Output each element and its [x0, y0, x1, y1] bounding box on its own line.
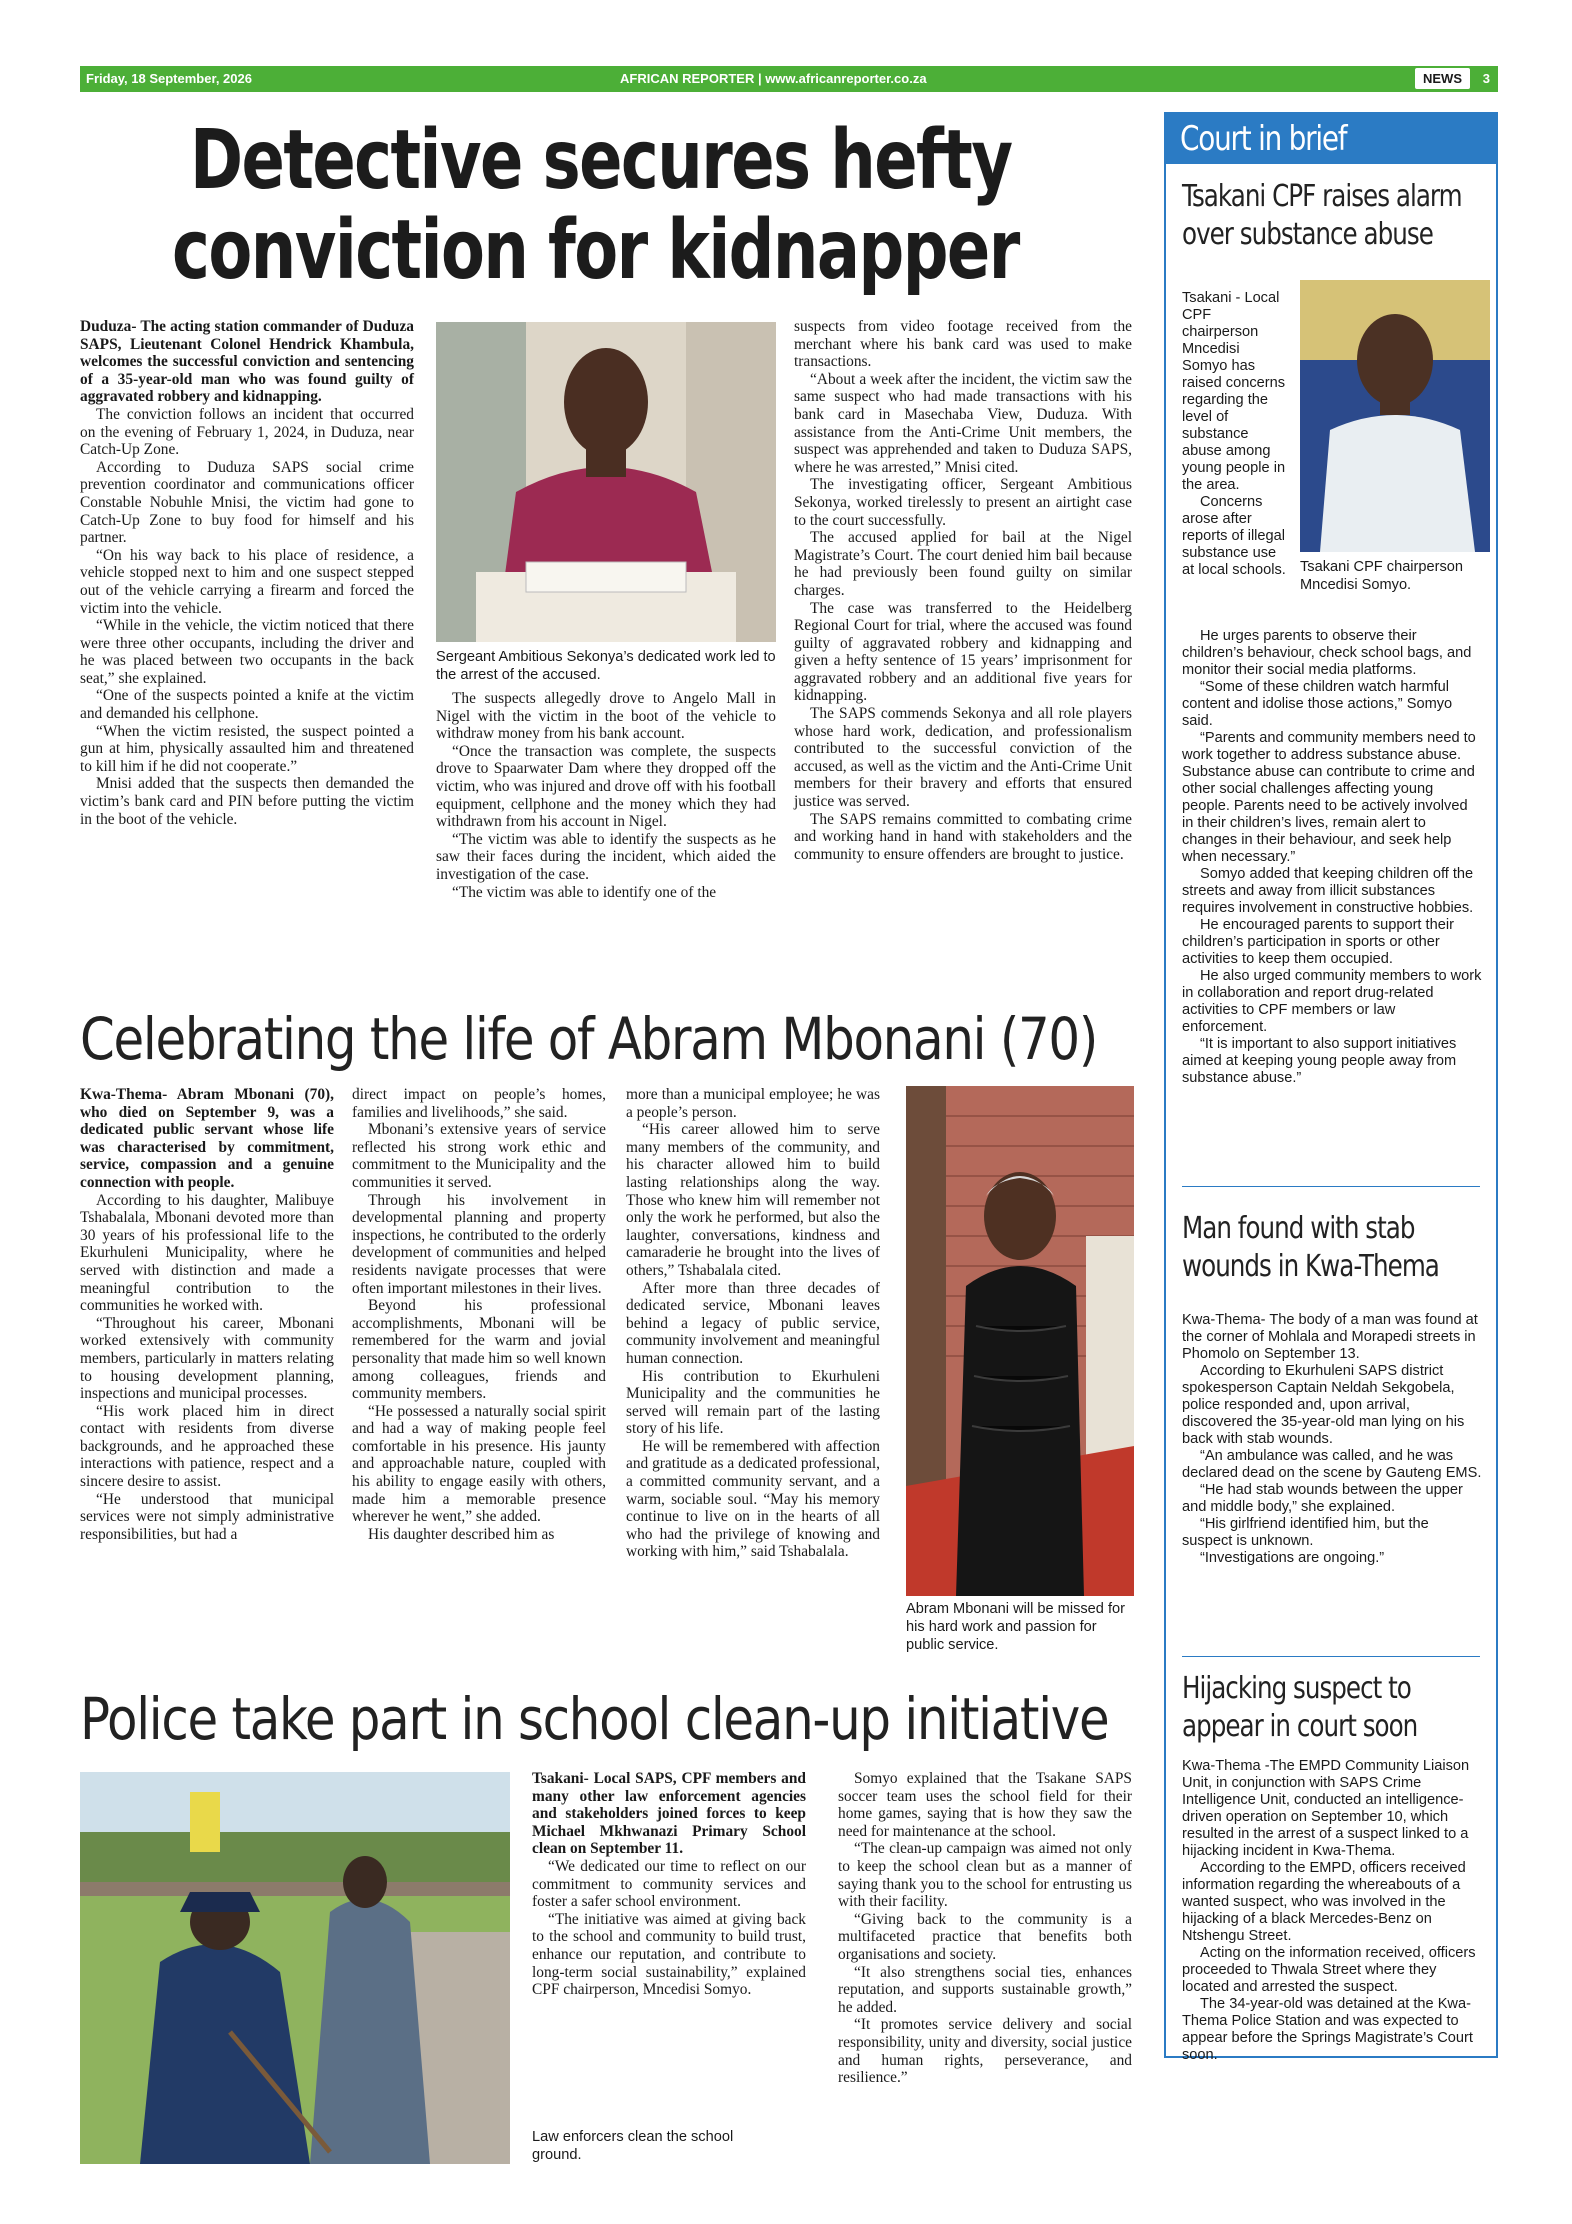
paragraph: “The initiative was aimed at giving back to the school and community to build trust, enhance our reputation, and contribute to long-term social sustainability,” explained CPF chairperson, Mncedisi Somyo.	[532, 1910, 806, 1999]
paragraph: “It promotes service delivery and social responsibility, unity and diversity, social justice and human rights, perseverance, and resilience.”	[838, 2016, 1132, 2087]
page-header-bar	[80, 66, 1498, 92]
paragraph: He will be remembered with affection and gratitude as a dedicated professional, a committed community servant, and a warm, sociable soul. “May his memory continue to live on in the hearts of all who had the privilege of knowing and working with him,” said Tshabalala.	[626, 1437, 880, 1561]
sidebar-divider	[1182, 1186, 1480, 1187]
sidebar-title-bar	[1166, 114, 1496, 164]
brief3-headline-line1: Hijacking suspect to	[1182, 1671, 1411, 1706]
paragraph: According to the EMPD, officers received information regarding the whereabouts of a wanted suspect, who was involved in the hijacking of a black Mercedes-Benz on Ntshengu Street.	[1182, 1860, 1466, 1944]
brief1-narrow-text	[1182, 290, 1288, 579]
paragraph: Acting on the information received, officers proceeded to Thwala Street where they located and arrested the suspect.	[1182, 1945, 1476, 1995]
sidebar-title: Court in brief	[1180, 119, 1347, 159]
paragraph: “Investigations are ongoing.”	[1200, 1550, 1385, 1566]
story1-headline-line1: Detective secures hefty	[190, 113, 1012, 208]
story2-headline: Celebrating the life of Abram Mbonani (70)	[80, 1005, 1098, 1073]
paragraph: “The clean-up campaign was aimed not only to keep the school clean but as a manner of saying thank you to the school for entrusting us with their facility.	[838, 1840, 1132, 1911]
paragraph: “Parents and community members need to work together to address substance abuse. Substance abuse can contribute to crime and other social challenges affecting young people. Parents need to be actively involved in their children’s lives, remain alert to changes in their behaviour, and seek help when necessary.”	[1182, 730, 1476, 865]
story2-lead: Kwa-Thema- Abram Mbonani (70), who died on September 9, was a dedicated public servant whose life was characterised by commitment, service, compassion and a genuine connection with people.	[80, 1086, 334, 1191]
story1-column-1	[80, 318, 414, 828]
paragraph: After more than three decades of dedicated service, Mbonani leaves behind a legacy of public service, community involvement and meaningful human connection.	[626, 1279, 880, 1367]
story1-photo-caption: Sergeant Ambitious Sekonya’s dedicated work led to the arrest of the accused.	[436, 649, 776, 683]
paragraph: “While in the vehicle, the victim noticed that there were three other occupants, including the driver and he was placed between two occupants in the back seat,” she explained.	[80, 617, 414, 687]
paragraph: The accused applied for bail at the Nigel Magistrate’s Court. The court denied him bail because he had previously been found guilty on similar charges.	[794, 529, 1132, 599]
paragraph: “Giving back to the community is a multifaceted practice that benefits both organisations and society.	[838, 1910, 1132, 1963]
story3-headline: Police take part in school clean-up initiative	[80, 1685, 1109, 1753]
brief1-body	[1182, 628, 1482, 1087]
paragraph: According to Ekurhuleni SAPS district spokesperson Captain Neldah Sekgobela, police responded and, upon arrival, discovered the 35-year-old man lying on his back with stab wounds.	[1182, 1363, 1465, 1447]
paragraph: “An ambulance was called, and he was declared dead on the scene by Gauteng EMS.	[1182, 1448, 1482, 1481]
story3-lead: Tsakani- Local SAPS, CPF members and many other law enforcement agencies and stakeholders joined forces to keep Michael Mkhwanazi Primary School clean on September 11.	[532, 1770, 806, 1858]
brief2-body	[1182, 1312, 1482, 1567]
paragraph: Somyo added that keeping children off the streets and away from illicit substances requires involvement in constructive hobbies.	[1182, 866, 1474, 916]
brief3-headline-line2: appear in court soon	[1182, 1709, 1418, 1744]
section-label: NEWS	[1415, 68, 1470, 89]
story2-column-2	[352, 1086, 606, 1543]
paragraph: “Once the transaction was complete, the suspects drove to Spaarwater Dam where they dropped off the victim, who was injured and drove off with his football equipment, cellphone and the money which they had withdrawn from his account in Nigel.	[436, 742, 776, 831]
paragraph: “It is important to also support initiatives aimed at keeping young people away from substance abuse.”	[1182, 1036, 1457, 1086]
paragraph: “On his way back to his place of residence, a vehicle stopped next to him and one suspect stepped out of the vehicle carrying a firearm and forced the victim into the vehicle.	[80, 546, 414, 617]
paragraph: “It also strengthens social ties, enhances reputation, and supports sustainable growth,” he added.	[838, 1963, 1132, 2016]
paragraph: According to Duduza SAPS social crime prevention coordinator and communications officer Constable Nobuhle Mnisi, the victim had gone to Catch-Up Zone to buy food for himself and his partner.	[80, 458, 414, 547]
paragraph: The SAPS remains committed to combating crime and working hand in hand with stakeholders and the community to ensure offenders are brought to justice.	[794, 810, 1132, 863]
paragraph: “His career allowed him to serve many members of the community, and his character allowed him to build lasting relationships along the way. Those who knew him will remember not only the work he performed, but also the laughter, conversations, kindness and camaraderie he brought into the lives of others,” Tshabalala cited.	[626, 1121, 880, 1279]
paragraph: direct impact on people’s homes, families and livelihoods,” she said.	[352, 1086, 606, 1121]
page-number: 3	[1482, 71, 1490, 86]
paragraph: He urges parents to observe their children’s behaviour, check school bags, and monitor their social media platforms.	[1182, 628, 1472, 678]
brief1-photo-caption: Tsakani CPF chairperson Mncedisi Somyo.	[1300, 559, 1464, 593]
paragraph: “His girlfriend identified him, but the suspect is unknown.	[1182, 1516, 1429, 1549]
story2-column-1	[80, 1086, 334, 1543]
brief2-headline-line2: wounds in Kwa-Thema	[1182, 1249, 1439, 1284]
paragraph: His contribution to Ekurhuleni Municipality and the communities he served will remain part of the lasting story of his life.	[626, 1367, 880, 1438]
paragraph: According to his daughter, Malibuye Tshabalala, Mbonani devoted more than 30 years of his professional life to the Ekurhuleni Municipality, where he served with distinction and made a meaningful contribution to the communities he worked with.	[80, 1191, 334, 1315]
story1-lead: Duduza- The acting station commander of Duduza SAPS, Lieutenant Colonel Hendrick Khambula, welcomes the successful conviction and sentencing of a 35-year-old man who was found guilty of aggravated robbery and kidnapping.	[80, 318, 414, 406]
paragraph: “Some of these children watch harmful content and idolise those actions,” Somyo said.	[1182, 679, 1453, 729]
paragraph: Kwa-Thema -The EMPD Community Liaison Unit, in conjunction with SAPS Crime Intelligence Unit, conducted an intelligence-driven operation on September 10, which resulted in the arrest of a suspect linked to a hijacking incident in Kwa-Thema.	[1182, 1758, 1470, 1859]
court-in-brief-sidebar	[1164, 112, 1498, 2063]
sidebar-divider	[1182, 1656, 1480, 1657]
abram-mbonani-photo	[906, 1086, 1134, 1596]
paragraph: “His work placed him in direct contact with residents from diverse backgrounds, and he approached these interactions with patience, respect and a sincere desire to assist.	[80, 1402, 334, 1491]
brief1-headline-line1: Tsakani CPF raises alarm	[1182, 179, 1462, 214]
paragraph: “He possessed a naturally social spirit and had a way of making people feel comfortable in his presence. His jaunty and approachable nature, coupled with his ability to engage easily with others, made him a memorable presence wherever he went,” she added.	[352, 1402, 606, 1526]
paragraph: Concerns arose after reports of illegal substance use at local schools.	[1182, 494, 1286, 578]
paragraph: “When the victim resisted, the suspect pointed a gun at him, physically assaulted him and threatened to kill him if he did not cooperate.”	[80, 722, 414, 775]
paragraph: more than a municipal employee; he was a people’s person.	[626, 1086, 880, 1121]
story2-photo-caption: Abram Mbonani will be missed for his hard work and passion for public service.	[906, 1601, 1125, 1653]
story1-column-3	[794, 318, 1132, 863]
paragraph: “The victim was able to identify one of the	[452, 883, 717, 901]
paragraph: The SAPS commends Sekonya and all role players whose hard work, dedication, and professionalism contributed to the successful conviction of the accused, as well as the victim and the Anti-Crime Unit members for their bravery and efforts that ensured justice was served.	[794, 705, 1132, 811]
paragraph: Kwa-Thema- The body of a man was found at the corner of Mohlala and Morapedi streets in Phomolo on September 13.	[1182, 1312, 1478, 1362]
paragraph: “He understood that municipal services were not simply administrative responsibilities, but had a	[80, 1490, 334, 1543]
paragraph: The conviction follows an incident that occurred on the evening of February 1, 2024, in Duduza, near Catch-Up Zone.	[80, 405, 414, 459]
paragraph: His daughter described him as	[368, 1525, 555, 1543]
story3-column-1	[532, 1770, 806, 1999]
masthead: AFRICAN REPORTER | www.africanreporter.co.za	[620, 71, 927, 86]
paragraph: Tsakani - Local CPF chairperson Mncedisi Somyo has raised concerns regarding the level of substance abuse among young people in the area.	[1182, 290, 1286, 493]
story3-column-2	[838, 1770, 1132, 2087]
paragraph: Mbonani’s extensive years of service reflected his strong work ethic and commitment to the Municipality and the communities it served.	[352, 1121, 606, 1191]
paragraph: “One of the suspects pointed a knife at the victim and demanded his cellphone.	[80, 687, 414, 723]
issue-date: Friday, 18 September, 2026	[86, 71, 252, 86]
paragraph: “The victim was able to identify the suspects as he saw their faces during the incident, which aided the investigation of the case.	[436, 830, 776, 883]
sergeant-sekonya-photo	[436, 322, 776, 642]
paragraph: Beyond his professional accomplishments, Mbonani will be remembered for the warm and jovial personality that made him so well known among colleagues, friends and community members.	[352, 1297, 606, 1403]
story1-headline-line2: conviction for kidnapper	[172, 203, 1019, 298]
paragraph: “We dedicated our time to reflect on our commitment to community services and foster a safer school environment.	[532, 1857, 806, 1911]
story2-column-3	[626, 1086, 880, 1561]
paragraph: Somyo explained that the Tsakane SAPS soccer team uses the school field for their home games, saying that is how they saw the need for maintenance at the school.	[838, 1770, 1132, 1840]
paragraph: Through his involvement in developmental planning and property inspections, he contributed to the orderly development of communities and helped residents navigate processes that were often important milestones in their lives.	[352, 1191, 606, 1297]
paragraph: suspects from video footage received from the merchant where his bank card was used to make transactions.	[794, 318, 1132, 371]
brief2-headline-line1: Man found with stab	[1182, 1211, 1415, 1246]
paragraph: The investigating officer, Sergeant Ambitious Sekonya, worked tirelessly to present an airtight case to the court successfully.	[794, 476, 1132, 529]
brief3-body	[1182, 1758, 1482, 2064]
paragraph: The case was transferred to the Heidelberg Regional Court for trial, where the accused was found guilty of aggravated robbery and kidnapping and given a hefty sentence of 15 years’ imprisonment for aggravated robbery and an additional five years for kidnapping.	[794, 599, 1132, 705]
paragraph: He also urged community members to work in collaboration and report drug-related activities to CPF members or law enforcement.	[1182, 968, 1482, 1035]
brief1-headline-line2: over substance abuse	[1182, 217, 1433, 252]
paragraph: “Throughout his career, Mbonani worked extensively with community members, particularly in matters relating to housing development planning, inspections and municipal processes.	[80, 1314, 334, 1403]
paragraph: The suspects allegedly drove to Angelo Mall in Nigel with the victim in the boot of the vehicle to withdraw money from his bank account.	[436, 690, 776, 743]
school-cleanup-photo	[80, 1772, 510, 2164]
paragraph: “About a week after the incident, the victim saw the same suspect who had made transactions with his bank card in Masechaba View, Duduza. With assistance from the Anti-Crime Unit members, the suspect was apprehended and taken to Duduza SAPS, where he was arrested,” Mnisi cited.	[794, 370, 1132, 476]
mncedisi-somyo-photo	[1300, 280, 1490, 552]
paragraph: Mnisi added that the suspects then demanded the victim’s bank card and PIN before putting the victim in the boot of the vehicle.	[80, 775, 414, 828]
paragraph: “He had stab wounds between the upper and middle body,” she explained.	[1182, 1482, 1463, 1515]
paragraph: The 34-year-old was detained at the Kwa-Thema Police Station and was expected to appear before the Springs Magistrate’s Court soon.	[1182, 1996, 1473, 2063]
story3-photo-caption: Law enforcers clean the school ground.	[532, 2129, 734, 2163]
paragraph: He encouraged parents to support their children’s participation in sports or other activities to keep them occupied.	[1182, 917, 1454, 967]
story1-column-2	[436, 690, 776, 901]
